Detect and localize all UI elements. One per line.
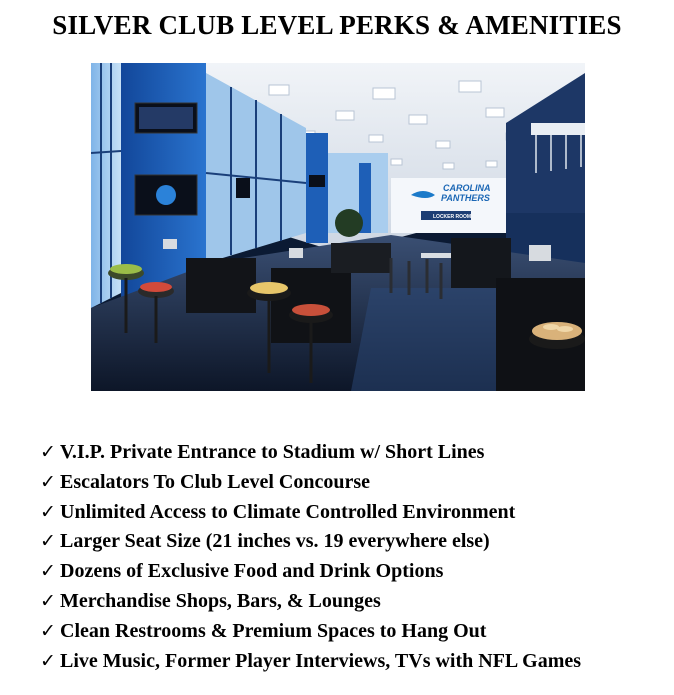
register-3 <box>529 245 551 261</box>
perk-text: Larger Seat Size (21 inches vs. 19 everywhere else) <box>60 530 490 553</box>
perk-item <box>40 530 581 560</box>
perk-item <box>40 471 581 501</box>
sign-sub: LOCKER ROOM <box>433 214 472 220</box>
blue-pillar-mid <box>306 133 328 243</box>
perk-item <box>40 560 581 590</box>
perks-list <box>40 441 581 679</box>
perk-item <box>40 590 581 620</box>
small-tv-1 <box>236 178 250 198</box>
perk-text: V.I.P. Private Entrance to Stadium w/ Short Lines <box>60 441 485 463</box>
food-basket-5 <box>529 322 585 349</box>
register-1 <box>163 239 177 249</box>
checkmark-icon: ✓ <box>40 560 56 583</box>
perk-item <box>40 620 581 650</box>
checkmark-icon: ✓ <box>40 530 56 553</box>
counter-left <box>186 258 256 313</box>
checkmark-icon: ✓ <box>40 500 56 523</box>
checkmark-icon: ✓ <box>40 470 56 493</box>
checkmark-icon: ✓ <box>40 619 56 642</box>
page-title: SILVER CLUB LEVEL PERKS & AMENITIES <box>52 10 622 40</box>
high-table <box>421 253 451 258</box>
perk-text: Merchandise Shops, Bars, & Lounges <box>60 589 381 612</box>
perk-text: Unlimited Access to Climate Controlled Environment <box>60 500 516 523</box>
small-tv-2 <box>309 175 325 187</box>
checkmark-icon: ✓ <box>40 649 56 672</box>
perk-item <box>40 501 581 531</box>
balcony-rail <box>531 123 585 135</box>
club-interior-illustration <box>91 63 585 391</box>
register-2 <box>289 248 303 258</box>
perk-text: Clean Restrooms & Premium Spaces to Hang Out <box>60 619 487 642</box>
sign-line-2: PANTHERS <box>441 193 490 203</box>
sign-line-1: CAROLINA <box>443 183 491 193</box>
bar-rail <box>331 243 391 273</box>
perk-text: Escalators To Club Level Concourse <box>60 470 371 493</box>
checkmark-icon: ✓ <box>40 441 56 463</box>
tv-screen-2-display <box>156 185 176 205</box>
perk-text: Live Music, Former Player Interviews, TVs with NFL Games <box>60 649 582 672</box>
tv-screen-1-display <box>139 107 193 129</box>
plant <box>335 209 363 237</box>
club-level-photo <box>91 63 585 391</box>
perk-text: Dozens of Exclusive Food and Drink Options <box>60 560 444 583</box>
checkmark-icon: ✓ <box>40 589 56 612</box>
perk-item <box>40 441 581 471</box>
perk-item <box>40 650 581 680</box>
